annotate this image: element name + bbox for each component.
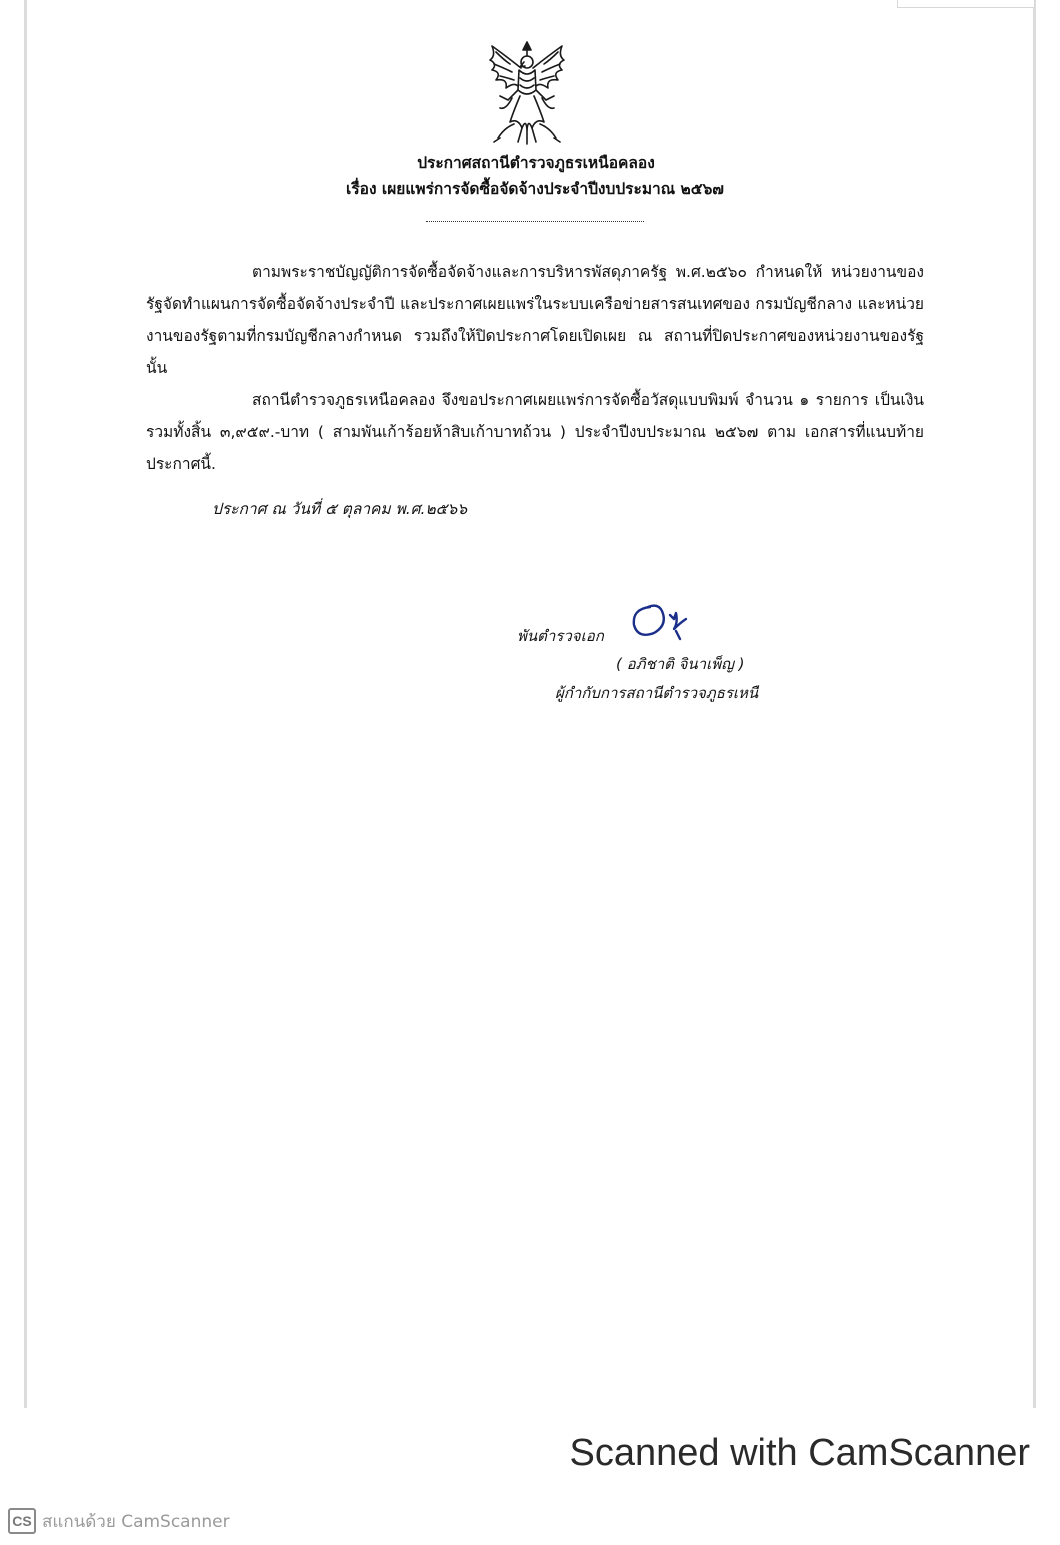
announcement-date: ประกาศ ณ วันที่ ๕ ตุลาคม พ.ศ.๒๕๖๖ [212, 500, 468, 518]
body-paragraph-1: ตามพระราชบัญญัติการจัดซื้อจัดจ้างและการบริหารพัสดุภาครัฐ พ.ศ.๒๕๖๐ กำหนดให้ หน่วยงานของรัฐจัดทำแผนการจัดซื้อจัดจ้างประจำปี และประกาศเผยแพร่ในระบบเครือข่ายสารสนเทศของ กรมบัญชีกลาง และหน่วยงานของรัฐตามที่กรมบัญชีกลางกำหนด รวมถึงให้ปิดประกาศโดยเปิดเผย ณ สถานที่ปิดประกาศของหน่วยงานของรัฐ นั้น [146, 263, 924, 377]
camscanner-footer-text: สแกนด้วย CamScanner [42, 1511, 230, 1532]
body-paragraph-2: สถานีตำรวจภูธรเหนือคลอง จึงขอประกาศเผยแพร่การจัดซื้อวัสดุแบบพิมพ์ จำนวน ๑ รายการ เป็นเงินรวมทั้งสิ้น ๓,๙๕๙.-บาท ( สามพันเก้าร้อยห้าสิบเก้าบาทถ้วน ) ประจำปีงบประมาณ ๒๕๖๗ ตาม เอกสารที่แนบท้ายประกาศนี้. [146, 391, 924, 473]
garuda-emblem-icon [470, 38, 584, 146]
announcement-title: ประกาศสถานีตำรวจภูธรเหนือคลอง [417, 154, 655, 172]
handwritten-signature [624, 597, 702, 647]
camscanner-banner: Scanned with CamScanner [569, 1432, 1030, 1474]
signer-position: ผู้กำกับการสถานีตำรวจภูธรเหนื [555, 684, 759, 702]
announcement-subject: เรื่อง เผยแพร่การจัดซื้อจัดจ้างประจำปีงบประมาณ ๒๕๖๗ [346, 180, 724, 198]
scanned-document-page [24, 0, 1036, 1408]
signer-name: ( อภิชาติ จินาเพ็ญ ) [616, 655, 745, 673]
signer-rank: พันตำรวจเอก [517, 627, 604, 645]
camscanner-footer [8, 1506, 230, 1536]
dotted-divider [426, 221, 644, 222]
page-edge-tab [897, 0, 1035, 8]
camscanner-logo-icon: CS [8, 1508, 36, 1534]
